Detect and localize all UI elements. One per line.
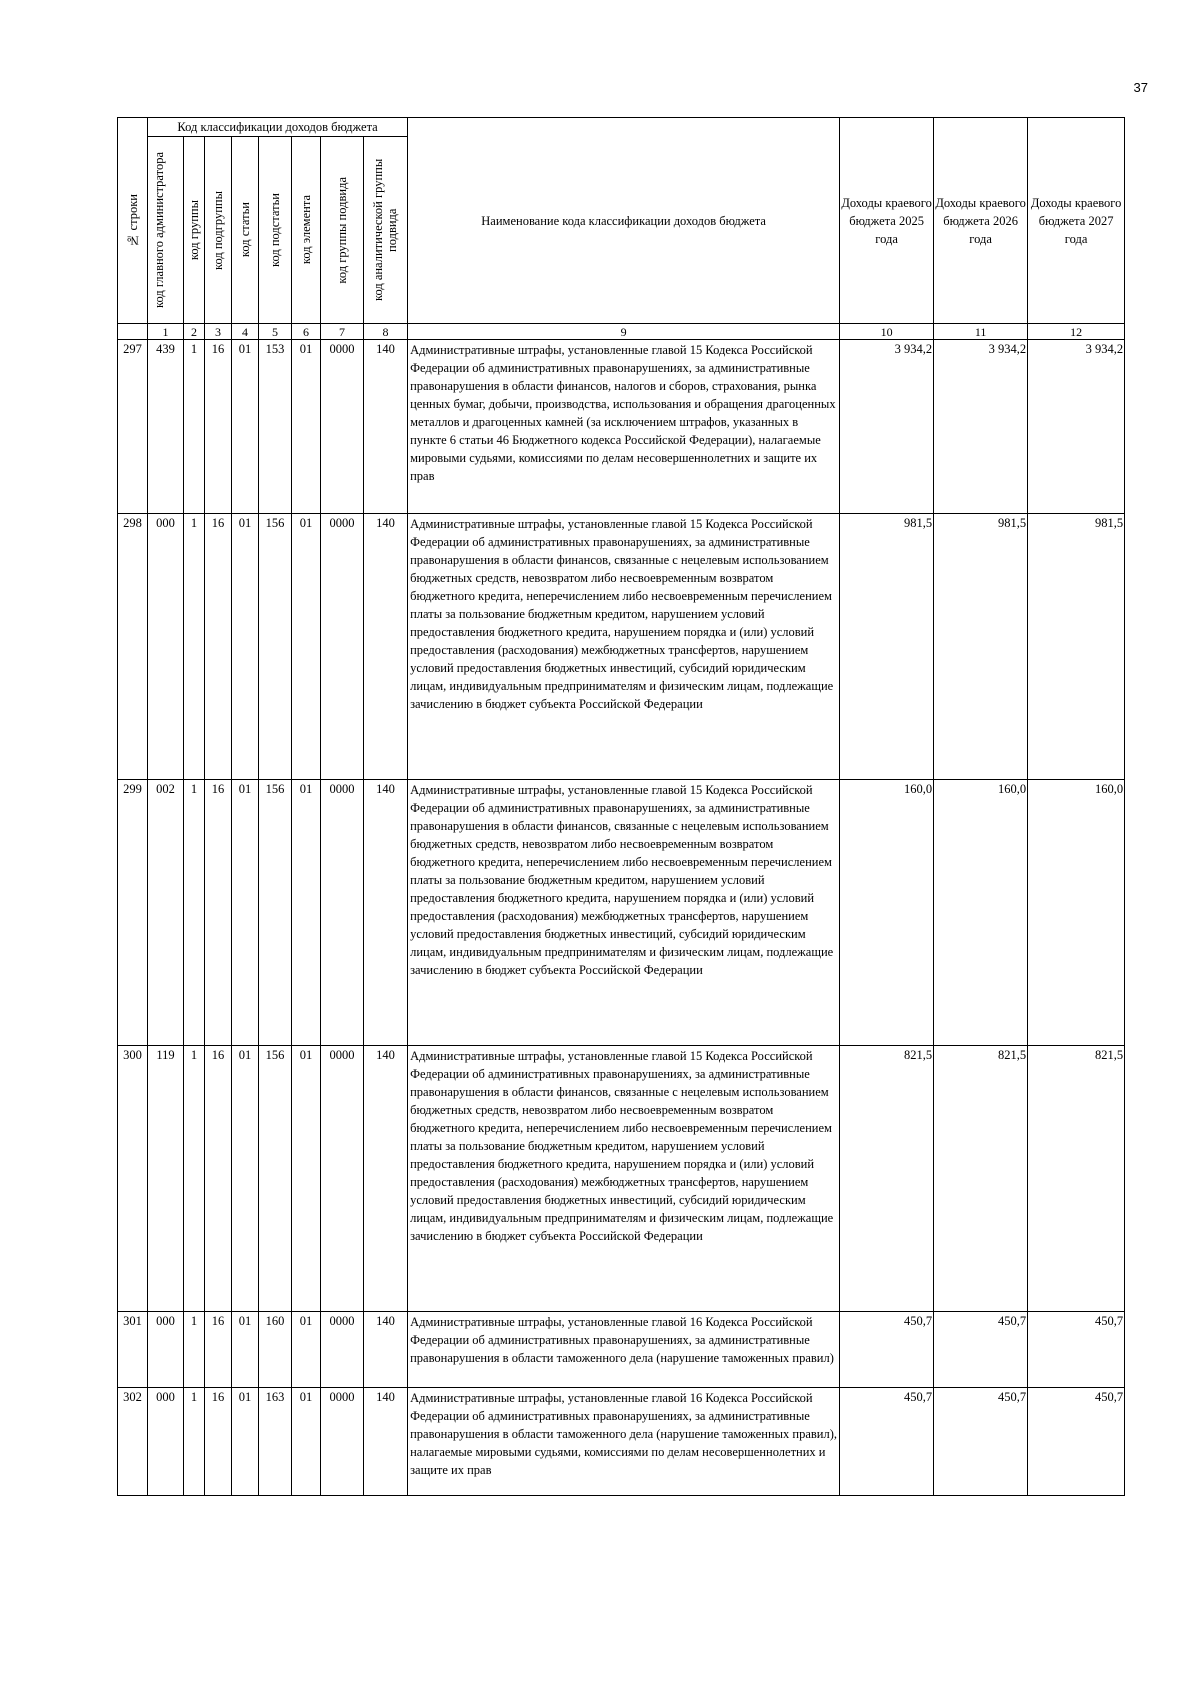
cell-name: Административные штрафы, установленные главой 16 Кодекса Российской Федерации об административных правонарушениях, за административные правонарушения в области таможенного дела (нарушение таможенных правил) [408,1312,840,1388]
cell-row-number: 299 [118,780,148,1046]
header-row-number [118,118,148,324]
col-number: 4 [232,324,259,340]
header-element-code [292,137,321,324]
cell-element-code: 01 [292,780,321,1046]
cell-amount-2027: 450,7 [1028,1312,1125,1388]
cell-group-code: 1 [184,1312,205,1388]
cell-admin-code: 439 [148,340,184,514]
cell-amount-2025: 3 934,2 [840,340,934,514]
cell-amount-2027: 450,7 [1028,1388,1125,1496]
cell-name: Административные штрафы, установленные главой 15 Кодекса Российской Федерации об административных правонарушениях, за административные правонарушения в области финансов, связанные с нецелевым использованием бюджетных средств, невозвратом либо несвоевременным возвратом бюджетного кредита, неперечислением либо несвоевременным перечислением платы за пользование бюджетным кредитом, нарушением условий предоставления бюджетного кредита, нарушением порядка и (или) условий предоставления (расходования) межбюджетных трансфертов, нарушением условий предоставления бюджетных инвестиций, субсидий юридическим лицам, индивидуальным предпринимателям и физическим лицам, подлежащие зачислению в бюджет субъекта Российской Федерации [408,780,840,1046]
cell-subarticle-code: 156 [259,514,292,780]
cell-amount-2025: 450,7 [840,1388,934,1496]
col-number: 10 [840,324,934,340]
table-row [118,514,1125,780]
cell-amount-2026: 160,0 [934,780,1028,1046]
cell-admin-code: 119 [148,1046,184,1312]
cell-article-code: 01 [232,780,259,1046]
cell-subgroup-code: 16 [205,340,232,514]
cell-name: Административные штрафы, установленные главой 15 Кодекса Российской Федерации об административных правонарушениях, за административные правонарушения в области финансов, связанные с нецелевым использованием бюджетных средств, невозвратом либо несвоевременным возвратом бюджетного кредита, неперечислением либо несвоевременным перечислением платы за пользование бюджетным кредитом, нарушением условий предоставления бюджетного кредита, нарушением порядка и (или) условий предоставления (расходования) межбюджетных трансфертов, нарушением условий предоставления бюджетных инвестиций, субсидий юридическим лицам, индивидуальным предпринимателям и физическим лицам, подлежащие зачислению в бюджет субъекта Российской Федерации [408,514,840,780]
cell-subarticle-code: 156 [259,1046,292,1312]
cell-article-code: 01 [232,1312,259,1388]
cell-analytic-group-code: 140 [364,1046,408,1312]
col-number: 12 [1028,324,1125,340]
cell-amount-2027: 821,5 [1028,1046,1125,1312]
cell-amount-2026: 450,7 [934,1312,1028,1388]
table-row [118,340,1125,514]
cell-article-code: 01 [232,1046,259,1312]
col-number: 11 [934,324,1028,340]
table-row [118,1312,1125,1388]
cell-amount-2026: 981,5 [934,514,1028,780]
cell-amount-2026: 450,7 [934,1388,1028,1496]
col-number: 1 [148,324,184,340]
cell-subtype-group-code: 0000 [321,1388,364,1496]
cell-subarticle-code: 153 [259,340,292,514]
cell-subtype-group-code: 0000 [321,1046,364,1312]
header-name: Наименование кода классификации доходов бюджета [408,118,840,324]
cell-analytic-group-code: 140 [364,1312,408,1388]
cell-element-code: 01 [292,340,321,514]
cell-subtype-group-code: 0000 [321,340,364,514]
cell-row-number: 297 [118,340,148,514]
cell-analytic-group-code: 140 [364,780,408,1046]
header-group-code [184,137,205,324]
header-row-number-label: № строки [125,193,140,248]
header-2025: Доходы краевого бюджета 2025 года [840,118,934,324]
cell-subgroup-code: 16 [205,514,232,780]
cell-element-code: 01 [292,1046,321,1312]
cell-element-code: 01 [292,514,321,780]
cell-amount-2025: 981,5 [840,514,934,780]
page-number: 37 [1133,80,1148,95]
cell-subtype-group-code: 0000 [321,780,364,1046]
cell-name: Административные штрафы, установленные главой 16 Кодекса Российской Федерации об административных правонарушениях, за административные правонарушения в области таможенного дела (нарушение таможенных правил), налагаемые мировыми судьями, комиссиями по делам несовершеннолетних и защите их прав [408,1388,840,1496]
header-subarticle-code-label: код подстатьи [268,193,282,267]
header-group-code-label: код группы [187,199,201,261]
cell-element-code: 01 [292,1388,321,1496]
cell-admin-code: 000 [148,1312,184,1388]
header-admin-code-label: код главного администратора [151,152,166,308]
cell-name: Административные штрафы, установленные главой 15 Кодекса Российской Федерации об административных правонарушениях, за административные правонарушения в области финансов, налогов и сборов, страхования, рынка ценных бумаг, добычи, производства, использования и обращения драгоценных металлов и драгоценных камней (за исключением штрафов, указанных в пункте 6 статьи 46 Бюджетного кодекса Российской Федерации), налагаемые мировыми судьями, комиссиями по делам несовершеннолетних и защите их прав [408,340,840,514]
cell-analytic-group-code: 140 [364,340,408,514]
cell-subgroup-code: 16 [205,1312,232,1388]
col-number [118,324,148,340]
cell-article-code: 01 [232,340,259,514]
header-2026: Доходы краевого бюджета 2026 года [934,118,1028,324]
revenue-table [117,117,1125,1496]
cell-admin-code: 000 [148,514,184,780]
column-number-row [118,324,1125,340]
col-number: 9 [408,324,840,340]
cell-amount-2025: 160,0 [840,780,934,1046]
header-classification-group: Код классификации доходов бюджета [148,118,408,137]
cell-subtype-group-code: 0000 [321,514,364,780]
col-number: 7 [321,324,364,340]
cell-group-code: 1 [184,514,205,780]
cell-group-code: 1 [184,780,205,1046]
header-admin-code [148,137,184,324]
cell-element-code: 01 [292,1312,321,1388]
cell-analytic-group-code: 140 [364,1388,408,1496]
cell-row-number: 298 [118,514,148,780]
cell-subgroup-code: 16 [205,780,232,1046]
cell-subgroup-code: 16 [205,1388,232,1496]
cell-subarticle-code: 163 [259,1388,292,1496]
header-element-code-label: код элемента [299,195,313,265]
cell-row-number: 300 [118,1046,148,1312]
col-number: 5 [259,324,292,340]
cell-subtype-group-code: 0000 [321,1312,364,1388]
cell-row-number: 301 [118,1312,148,1388]
cell-article-code: 01 [232,514,259,780]
header-subgroup-code [205,137,232,324]
cell-amount-2027: 160,0 [1028,780,1125,1046]
table-row [118,1388,1125,1496]
header-subtype-group-code-label: код группы подвида [335,176,349,284]
cell-subgroup-code: 16 [205,1046,232,1312]
cell-name: Административные штрафы, установленные главой 15 Кодекса Российской Федерации об административных правонарушениях, за административные правонарушения в области финансов, связанные с нецелевым использованием бюджетных средств, невозвратом либо несвоевременным возвратом бюджетного кредита, неперечислением либо несвоевременным перечислением платы за пользование бюджетным кредитом, нарушением условий предоставления бюджетного кредита, нарушением порядка и (или) условий предоставления (расходования) межбюджетных трансфертов, нарушением условий предоставления бюджетных инвестиций, субсидий юридическим лицам, индивидуальным предпринимателям и физическим лицам, подлежащие зачислению в бюджет субъекта Российской Федерации [408,1046,840,1312]
cell-amount-2027: 3 934,2 [1028,340,1125,514]
cell-admin-code: 000 [148,1388,184,1496]
cell-group-code: 1 [184,340,205,514]
cell-group-code: 1 [184,1388,205,1496]
col-number: 6 [292,324,321,340]
cell-amount-2025: 450,7 [840,1312,934,1388]
header-subtype-group-code [321,137,364,324]
header-analytic-group-code [364,137,408,324]
cell-amount-2025: 821,5 [840,1046,934,1312]
cell-amount-2027: 981,5 [1028,514,1125,780]
table-row [118,780,1125,1046]
header-subarticle-code [259,137,292,324]
header-analytic-group-code-label: код аналитической группы подвида [370,158,399,302]
cell-analytic-group-code: 140 [364,514,408,780]
cell-subarticle-code: 160 [259,1312,292,1388]
col-number: 2 [184,324,205,340]
table-row [118,1046,1125,1312]
col-number: 3 [205,324,232,340]
cell-article-code: 01 [232,1388,259,1496]
cell-amount-2026: 821,5 [934,1046,1028,1312]
header-2027: Доходы краевого бюджета 2027 года [1028,118,1125,324]
col-number: 8 [364,324,408,340]
cell-admin-code: 002 [148,780,184,1046]
header-article-code [232,137,259,324]
cell-row-number: 302 [118,1388,148,1496]
cell-amount-2026: 3 934,2 [934,340,1028,514]
header-subgroup-code-label: код подгруппы [211,190,225,270]
header-article-code-label: код статьи [238,202,252,258]
cell-group-code: 1 [184,1046,205,1312]
cell-subarticle-code: 156 [259,780,292,1046]
